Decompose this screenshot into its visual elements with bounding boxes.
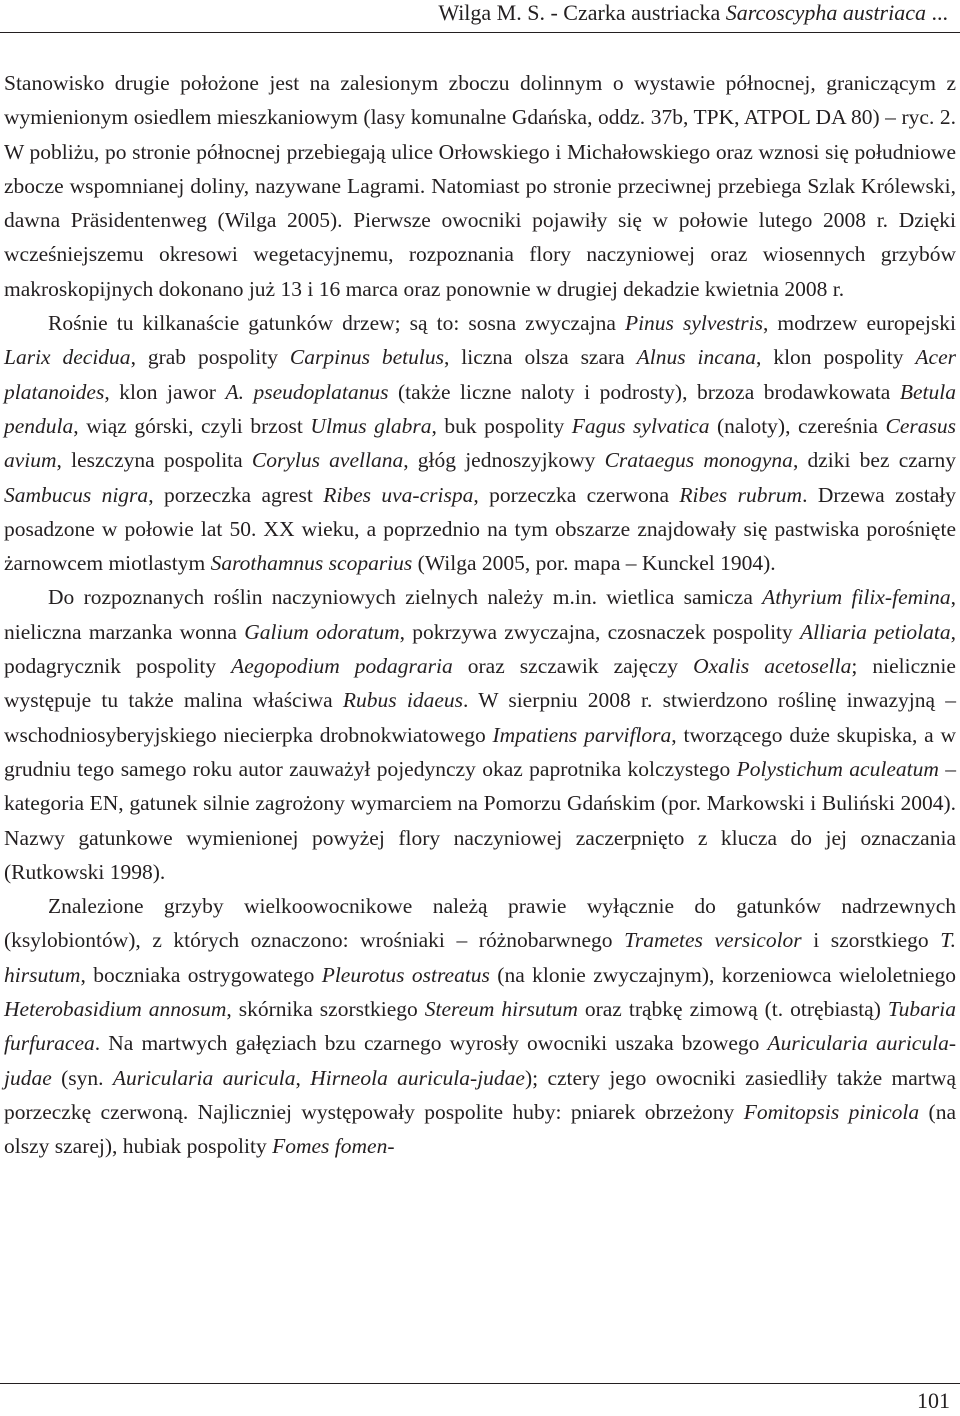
header-rule (0, 32, 960, 33)
text-run: , podagrycznik pospolity (4, 619, 956, 679)
text-run: oraz szczawik zajęczy (452, 654, 694, 679)
text-run: Rośnie tu kilkanaście gatunków drzew; są to: sosna zwyczajna (48, 311, 625, 336)
text-run: , buk pospolity (431, 413, 572, 438)
species-name: Aegopodium podagraria (231, 654, 453, 679)
species-name: Alliaria petiolata (800, 619, 951, 644)
text-run: – kategoria EN, gatunek silnie zagrożony wymarciem na Pomorzu Gdańskim (por. Markowski i Buliński 2004). Nazwy gatunkowe wymienionej powyżej flory naczyniowej zaczerpnięto z klucza do jej oznaczania (Rutkowski 1998). (4, 756, 957, 884)
text-run: , boczniaka ostrygowatego (80, 962, 322, 987)
text-run: , leszczyna pospolita (56, 448, 252, 473)
species-name: Oxalis acetosella (693, 654, 852, 679)
paragraph-1 (4, 66, 956, 306)
text-run: oraz trąbkę zimową (t. otrębiastą) (577, 997, 888, 1022)
text-run: , nieliczna marzanka wonna (4, 585, 956, 644)
text-run: (naloty), czereśnia (709, 413, 886, 438)
text-run: Do rozpoznanych roślin naczyniowych zielnych należy m.in. wietlica samicza (48, 585, 763, 610)
species-name: Hirneola auricula-judae (310, 1065, 525, 1090)
text-run: , grab pospolity (130, 345, 290, 370)
text-run: , dziki bez czarny (792, 448, 957, 473)
species-name: Athyrium filix-femina (762, 585, 951, 610)
text-run: i szorstkiego (801, 928, 941, 953)
text-run: , pokrzywa zwyczajna, czosnaczek pospolity (399, 619, 801, 644)
species-name: Auricularia auricula-judae (4, 1031, 956, 1090)
text-run: Stanowisko drugie położone jest na zalesionym zboczu dolinnym o wystawie północnej, graniczącym z wymienionym osiedlem mieszkaniowym (lasy komunalne Gdańska, oddz. 37b, TPK, ATPOL DA 80) – ryc. 2. W pobliżu, po stronie północnej przebiegają ulice Orłowskiego i Michałowskiego oraz wznosi się południowe zbocze wspomnianej doliny, nazywane Lagrami. Natomiast po stronie przeciwnej przebiega Szlak Królewski, dawna Präsidentenweg (Wilga 2005). Pierwsze owocniki pojawiły się w połowie lutego 2008 r. Dzięki wcześniejszemu okresowi wegetacyjnemu, rozpoznania flory naczyniowej oraz wiosennych grzybów makroskopijnych dokonano już 13 i 16 marca oraz ponownie w drugiej dekadzie kwietnia 2008 r. (4, 71, 956, 301)
running-head-ellipsis: ... (926, 0, 948, 25)
text-run: (na olszy szarej), hubiak pospolity (4, 1099, 957, 1159)
text-run: , tworzącego duże skupiska, a w grudniu tego samego roku autor zauważył pojedynczy okaz paprotnika kolczystego (4, 722, 956, 781)
paragraph-4 (4, 889, 956, 1163)
running-head-species: Sarcoscypha austriaca (725, 0, 926, 25)
species-name: Pleurotus ostreatus (321, 962, 490, 987)
species-name: Tubaria furfuracea (4, 997, 956, 1056)
text-run: . Drzewa zostały posadzone w połowie lat 50. XX wieku, a poprzednio na tym obszarze znajdowały się pastwiska porośnięte żarnowcem miotlastym (4, 482, 957, 576)
species-name: Rubus idaeus (342, 688, 463, 713)
text-run: , (295, 1065, 311, 1090)
footer-rule (0, 1383, 960, 1384)
text-run: ); cztery jego owocniki zasiedliły także martwą porzeczkę czerwoną. Najliczniej występowały pospolite huby: pniarek obrzeżony (4, 1065, 957, 1124)
text-run: ; nielicznie występuje tu także malina właściwa (4, 654, 956, 713)
species-name: Alnus incana (636, 345, 757, 370)
paragraph-2 (4, 306, 956, 580)
species-name: Acer platanoides (4, 345, 956, 404)
species-name: Ribes rubrum (679, 482, 803, 507)
text-run: (na klonie zwyczajnym), korzeniowca wieloletniego (489, 962, 956, 987)
text-run: . W sierpniu 2008 r. stwierdzono roślinę inwazyjną – wschodniosyberyjskiego niecierpka drobnokwiatowego (4, 688, 956, 747)
species-name: Auricularia auricula (112, 1065, 296, 1090)
species-name: Carpinus betulus (289, 345, 444, 370)
body-text (4, 66, 956, 1164)
text-run: (także liczne naloty i podrosty), brzoza brodawkowata (388, 379, 900, 404)
species-name: Galium odoratum (244, 619, 400, 644)
species-name: Sarothamnus scoparius (210, 551, 413, 576)
species-name: Corylus avellana (251, 448, 404, 473)
running-head-authors: Wilga M. S. - Czarka austriacka (438, 0, 726, 25)
running-head (438, 0, 948, 26)
species-name: Heterobasidium annosum (4, 997, 227, 1022)
text-run: , porzeczka agrest (148, 482, 324, 507)
species-name: Fomes fomen- (272, 1134, 395, 1159)
species-name: Betula pendula (4, 379, 956, 438)
page-number: 101 (917, 1388, 950, 1413)
species-name: T. hirsutum (4, 928, 956, 987)
text-run: , porzeczka czerwona (473, 482, 680, 507)
species-name: Crataegus monogyna (604, 448, 793, 473)
species-name: Fagus sylvatica (571, 413, 710, 438)
text-run: (syn. (51, 1065, 113, 1090)
species-name: Ribes uva-crispa (323, 482, 474, 507)
species-name: Impatiens parviflora (492, 722, 672, 747)
text-run: , głóg jednoszyjkowy (403, 448, 605, 473)
text-run: (Wilga 2005, por. mapa – Kunckel 1904). (412, 551, 776, 576)
species-name: Ulmus glabra (310, 413, 432, 438)
text-run: . Na martwych gałęziach bzu czarnego wyrosły owocniki uszaka bzowego (94, 1031, 768, 1056)
species-name: Larix decidua (4, 345, 131, 370)
species-name: Stereum hirsutum (424, 997, 578, 1022)
species-name: Trametes versicolor (624, 928, 802, 953)
species-name: Cerasus avium (4, 413, 956, 473)
text-run: , skórnika szorstkiego (226, 997, 425, 1022)
text-run: , liczna olsza szara (443, 345, 637, 370)
text-run: , klon pospolity (756, 345, 916, 370)
text-run: , wiąz górski, czyli brzost (73, 413, 311, 438)
text-run: , modrzew europejski (762, 311, 956, 336)
species-name: Polystichum aculeatum (736, 756, 939, 781)
text-run: Znalezione grzyby wielkoowocnikowe należą prawie wyłącznie do gatunków nadrzewnych (ksylobiontów), z których oznaczono: wrośniaki – różnobarwnego (4, 894, 956, 953)
text-run: , klon jawor (104, 379, 226, 404)
paragraph-3 (4, 580, 956, 889)
species-name: Sambucus nigra (4, 482, 149, 507)
species-name: Pinus sylvestris (624, 311, 763, 336)
species-name: A. pseudoplatanus (225, 379, 389, 404)
species-name: Fomitopsis pinicola (743, 1099, 920, 1124)
